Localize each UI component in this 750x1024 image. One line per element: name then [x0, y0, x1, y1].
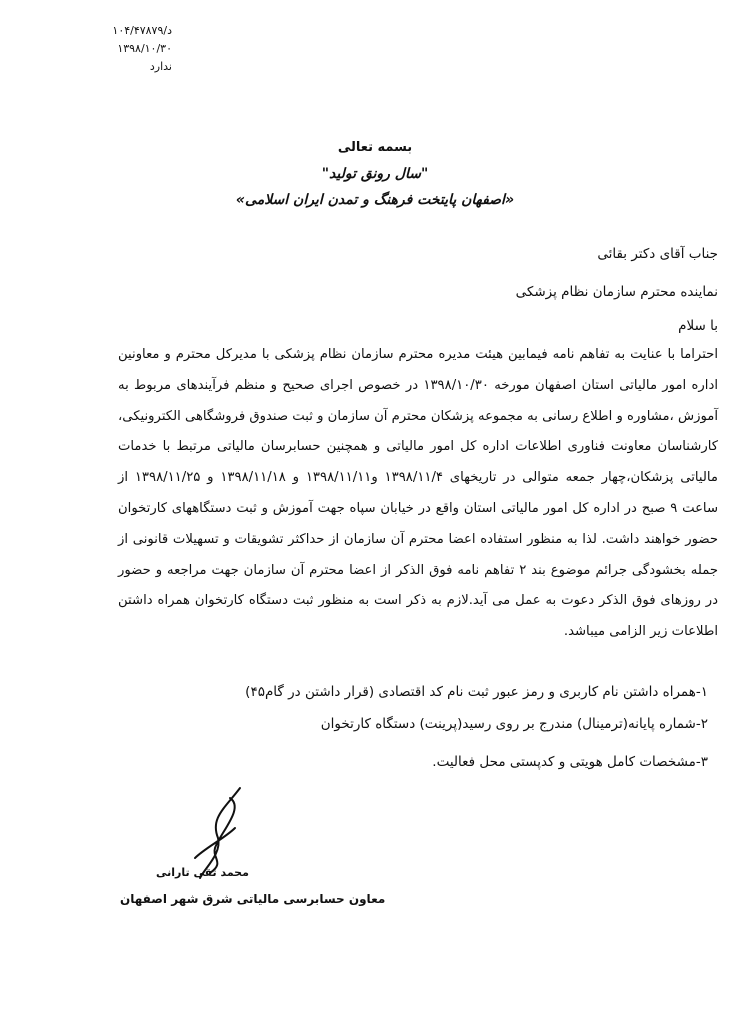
- letter-body: احتراما با عنایت به تفاهم نامه فیمابین هیئت مدیره محترم سازمان نظام پزشکی با مدیرکل محترم و معاونین اداره امور مالیاتی استان اصفهان مورخه ۱۳۹۸/۱۰/۳۰ در خصوص اجرای صحیح و منظم فرآیندهای مربوط به آموزش ،مشاوره و اطلاع رسانی به مجموعه پزشکان محترم آن سازمان و ثبت صندوق فروشگاهی الکترونیکی، کارشناسان معاونت فناوری اطلاعات اداره کل امور مالیاتی و همچنین حسابرسان مالیاتی مرتبط با خدمات مالیاتی پزشکان،چهار جمعه متوالی در تاریخهای ۱۳۹۸/۱۱/۴ و۱۳۹۸/۱۱/۱۱ و ۱۳۹۸/۱۱/۱۸ و ۱۳۹۸/۱۱/۲۵ از ساعت ۹ صبح در اداره کل امور مالیاتی استان واقع در خیابان سپاه جهت آموزش و ثبت دستگاههای کارتخوان حضور خواهند داشت. لذا به منظور استفاده اعضا محترم آن سازمان از حداکثر تشویقات و تسهیلات قانونی از جمله بخشودگی جرائم موضوع بند ۲ تفاهم نامه فوق الذکر از اعضا محترم آن سازمان جهت مراجعه و حضور در روزهای فوق الذکر دعوت به عمل می آید.لازم به ذکر است به منظور ثبت دستگاه کارتخوان همراه داشتن اطلاعات زیر الزامی میباشد.: [118, 347, 719, 640]
- greeting: با سلام: [678, 318, 718, 334]
- letter-meta: [32, 22, 172, 76]
- basmala: بسمه تعالی: [337, 140, 413, 155]
- letter-date: ۱۳۹۸/۱۰/۳۰: [117, 42, 172, 55]
- signatory-title: معاون حسابرسی مالیاتی شرق شهر اصفهان: [120, 892, 386, 906]
- requirement-item-3: ۳-مشخصات کامل هویتی و کدپستی محل فعالیت.: [432, 754, 708, 770]
- letter-number: د/۱۰۴/۴۷۸۷۹: [112, 24, 172, 37]
- year-slogan: "سال رونق تولید": [321, 166, 429, 182]
- city-slogan: «اصفهان پایتخت فرهنگ و تمدن ایران اسلامی»: [235, 192, 515, 208]
- addressee-name: جناب آقای دکتر بقائی: [597, 246, 718, 262]
- letter-attachment: ندارد: [149, 60, 172, 73]
- requirement-item-2: ۲-شماره پایانه(ترمینال) مندرج بر روی رسید(پرینت) دستگاه کارتخوان: [320, 716, 708, 732]
- addressee-title: نماینده محترم سازمان نظام پزشکی: [515, 284, 718, 300]
- signatory-name: محمد تقی تارانی: [156, 866, 249, 879]
- requirement-item-1: ۱-همراه داشتن نام کاربری و رمز عبور ثبت نام کد اقتصادی (قرار داشتن در گام۴۵): [245, 684, 708, 700]
